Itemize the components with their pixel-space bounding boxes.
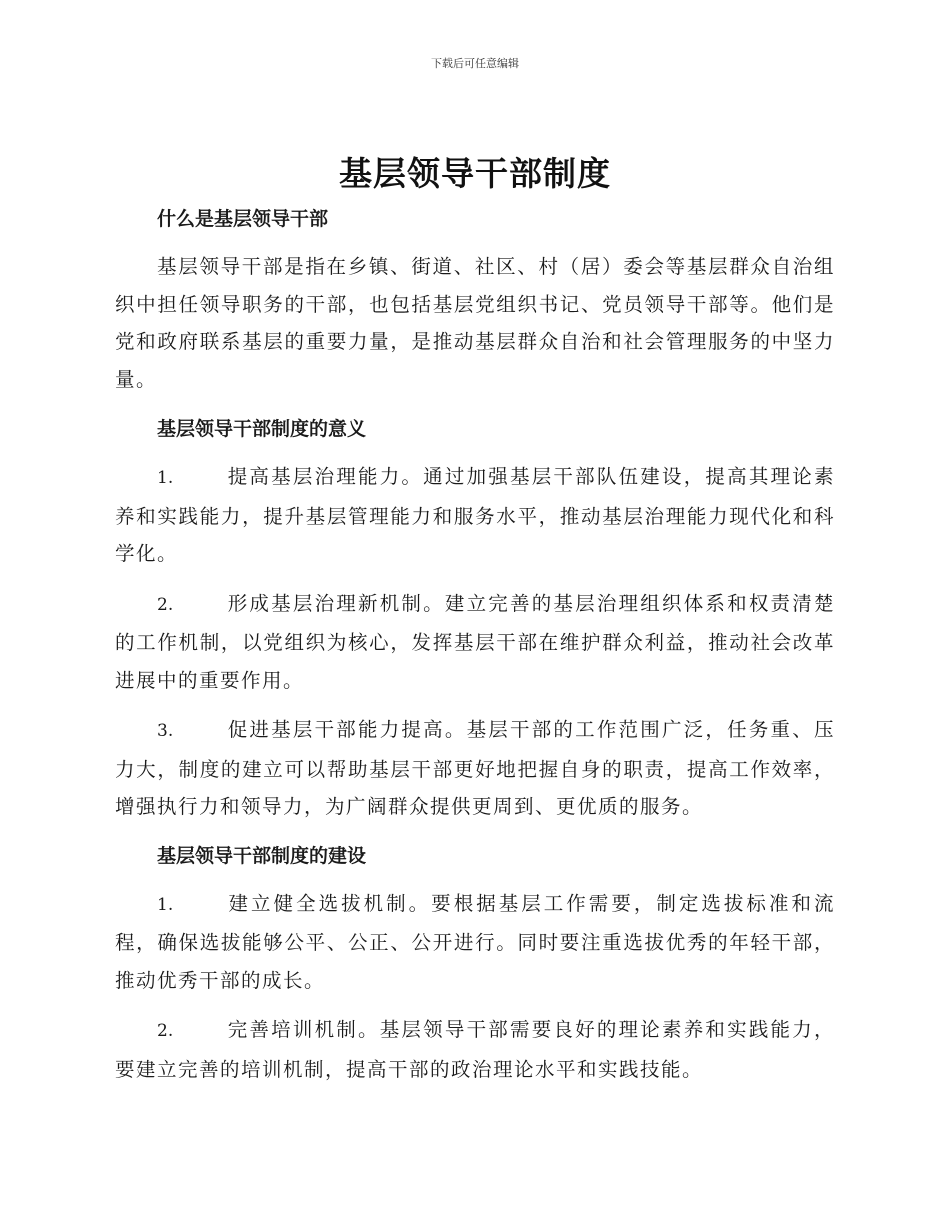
list-item [115,458,835,573]
list-item-text: 建立健全选拔机制。要根据基层工作需要，制定选拔标准和流程，确保选拔能够公平、公正、公开进行。同时要注重选拔优秀的年轻干部，推动优秀干部的成长。 [115,891,835,992]
list-item [115,711,835,826]
section-heading: 基层领导干部制度的建设 [157,844,367,867]
section-paragraph: 基层领导干部是指在乡镇、街道、社区、村（居）委会等基层群众自治组织中担任领导职务的干部，也包括基层党组织书记、党员领导干部等。他们是党和政府联系基层的重要力量，是推动基层群众自治和社会管理服务的中坚力量。 [115,255,835,391]
list-item [115,585,835,700]
list-item-text: 促进基层干部能力提高。基层干部的工作范围广泛，任务重、压力大，制度的建立可以帮助基层干部更好地把握自身的职责，提高工作效率，增强执行力和领导力，为广阔群众提供更周到、更优质的服务。 [115,718,835,818]
list-item [115,1011,835,1088]
section-heading: 什么是基层领导干部 [157,208,329,230]
list-item-number: 1. [157,468,174,488]
header-note: 下载后可任意编辑 [431,57,519,70]
section-heading: 基层领导干部制度的意义 [157,418,367,440]
list-item-number: 3. [157,721,174,741]
list-item-number: 2. [157,1021,174,1041]
list-item-number: 2. [157,594,174,615]
list-item-text: 提高基层治理能力。通过加强基层干部队伍建设，提高其理论素养和实践能力，提升基层管理能力和服务水平，推动基层治理能力现代化和科学化。 [115,465,835,565]
document-body [115,196,835,1088]
list-item-number: 1. [157,894,174,915]
document-title: 基层领导干部制度 [339,154,611,193]
list-item-text: 完善培训机制。基层领导干部需要良好的理论素养和实践能力，要建立完善的培训机制，提高干部的政治理论水平和实践技能。 [115,1018,835,1081]
list-item [115,885,835,1000]
list-item-text: 形成基层治理新机制。建立完善的基层治理组织体系和权责清楚的工作机制，以党组织为核心，发挥基层干部在维护群众利益，推动社会改革进展中的重要作用。 [115,591,835,692]
